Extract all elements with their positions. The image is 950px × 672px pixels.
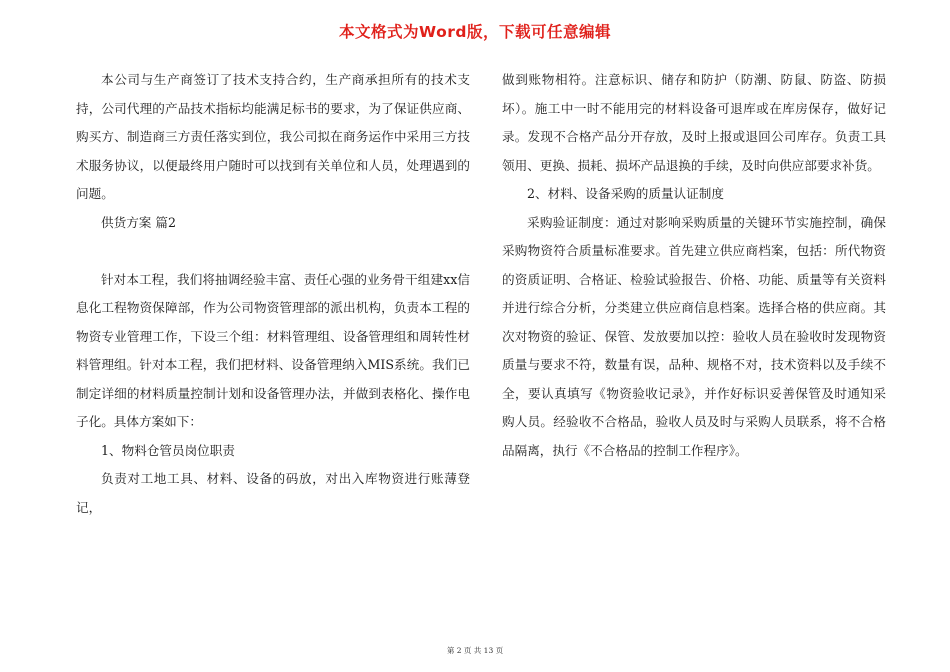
section-heading-warehouse-duties: 1、物料仓管员岗位职责: [101, 442, 235, 458]
blank-line: [76, 237, 470, 266]
section-heading-plan-2: 供货方案 篇2: [101, 214, 176, 230]
document-banner: 本文格式为Word版，下载可任意编辑: [339, 23, 611, 41]
right-paragraph-2: 采购验证制度：通过对影响采购质量的关键环节实施控制，确保采购物资符合质量标准要求。首先建立供应商档案，包括：所代物资的资质证明、合格证、检验试验报告、价格、功能、质量等有关资料并进行综合分析，分类建立供应商信息档案。选择合格的供应商。其次对物资的验证、保管、发放要加以控：验收人员在验收时发现物资质量与要求不符，数量有误，品种、规格不对，技术资料以及手续不全，要认真填写《物资验收记录》，并作好标识妥善保管及时通知采购人员。经验收不合格品，验收人员及时与采购人员联系，将不合格品隔离，执行《不合格品的控制工作程序》。: [502, 214, 886, 458]
section-heading-quality-certification: 2、材料、设备采购的质量认证制度: [527, 186, 724, 201]
page-number: 第 2 页 共 13 页: [446, 646, 504, 655]
left-paragraph-3: 负责对工地工具、材料、设备的码放，对出入库物资进行账薄登记，: [76, 471, 470, 515]
right-column: [502, 66, 886, 465]
left-column: [76, 66, 470, 522]
left-paragraph-1: 本公司与生产商签订了技术支持合约，生产商承担所有的技术支持，公司代理的产品技术指标均能满足标书的要求，为了保证供应商、购买方、制造商三方责任落实到位，我公司拟在商务运作中采用三方技术服务协议，以便最终用户随时可以找到有关单位和人员，处理遇到的问题。: [76, 72, 470, 201]
left-paragraph-2: 针对本工程，我们将抽调经验丰富、责任心强的业务骨干组建xx信息化工程物资保障部，作为公司物资管理部的派出机构，负责本工程的物资专业管理工作，下设三个组：材料管理组、设备管理组和周转性材料管理组。针对本工程，我们把材料、设备管理纳入MIS系统。我们已制定详细的材料质量控制计划和设备管理办法，并做到表格化、操作电子化。具体方案如下：: [76, 271, 470, 429]
right-paragraph-1: 做到账物相符。注意标识、储存和防护（防潮、防鼠、防盗、防损坏）。施工中一时不能用完的材料设备可退库或在库房保存，做好记录。发现不合格产品分开存放，及时上报或退回公司库存。负责工具领用、更换、损耗、损坏产品退换的手续，及时向供应部要求补货。: [502, 72, 886, 173]
